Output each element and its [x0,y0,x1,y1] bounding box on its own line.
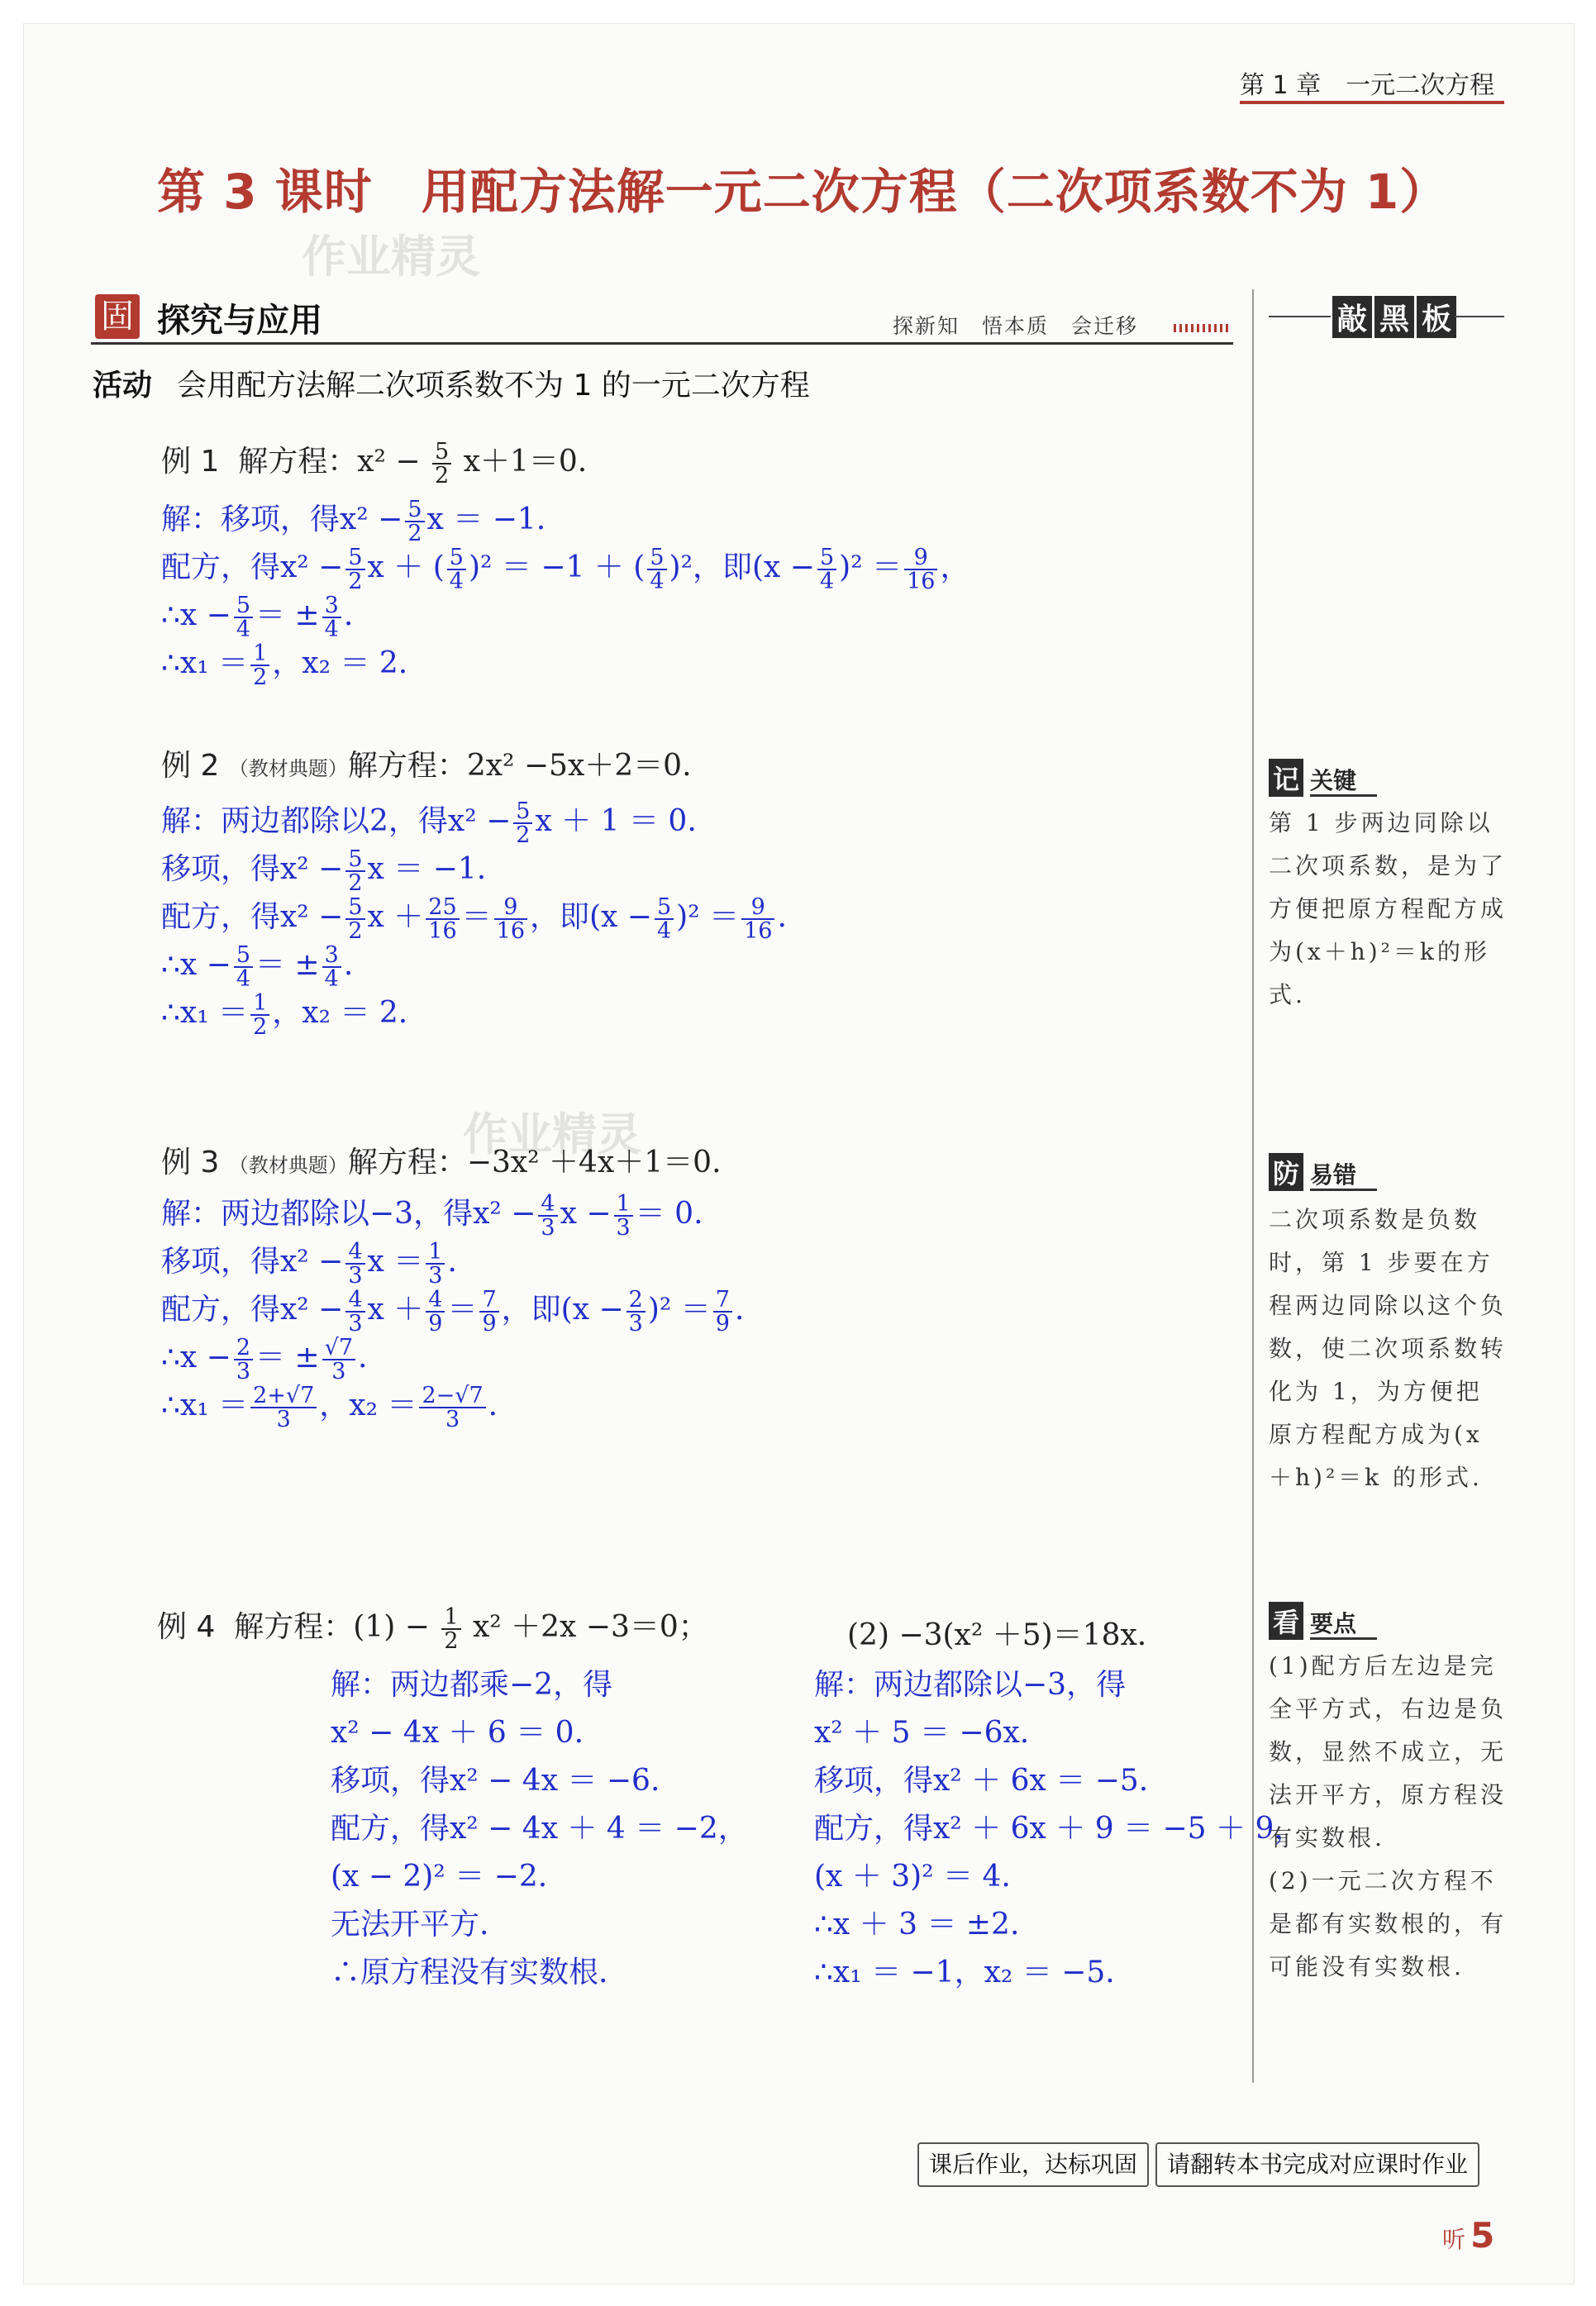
solution-line: 解：两边都除以−3，得x² − $\frac{4}{3}$ x − $\frac{1}{3}$ ＝ 0. [161,1191,703,1241]
solution-line: ∴x − $\frac{5}{4}$ ＝ ± $\frac{3}{4}$ . [161,593,354,642]
note-key-title: 关键 [1310,767,1377,797]
board-line-left [1269,316,1331,317]
solution-line: 配方，得x² − $\frac{5}{2}$ x ＋ ( $\frac{5}{4}$ )² ＝ −1 ＋ ( $\frac{5}{4}$ )²，即(x − $\frac{5}{4}$ )² ＝ $\frac{9}{16}$ ， [161,545,970,594]
note-point-body [1269,1645,1508,1989]
note-key-header [1269,759,1377,797]
activity-text: 会用配方法解二次项系数不为 1 的一元二次方程 [177,369,810,403]
solution-line: x² ＋ 5 ＝ −6x. [814,1716,1030,1750]
activity-label: 活动 [93,369,153,403]
example-4-part-2-solution [814,1661,1303,1997]
solution-line: ∴原方程没有实数根. [331,1956,608,1989]
example-3-question [161,1139,722,1181]
board-line-right [1455,316,1504,317]
page-number [1442,2215,1494,2256]
solution-line: ∴x − $\frac{2}{3}$ ＝ ± $\frac{√7}{3}$ . [161,1335,368,1384]
footer-flip-book-box: 请翻转本书完成对应课时作业 [1155,2142,1479,2187]
board-title [1332,296,1459,338]
solution-line: 解：两边都乘−2，得 [331,1668,613,1702]
solution-line: 无法开平方. [331,1908,489,1942]
solution-line: ∴x ＋ 3 ＝ ±2. [814,1908,1020,1942]
example-4-question-post: x² ＋2x −3＝0； [472,1610,708,1644]
solution-line: ∴x − $\frac{5}{4}$ ＝ ± $\frac{3}{4}$ . [161,942,354,992]
example-1-question-pre: 解方程：x² − [238,445,421,479]
board-char-3: 板 [1417,296,1456,338]
watermark: 作业精灵 [463,1108,641,1160]
page-number-label: 听 [1442,2226,1466,2253]
solution-line: (x ＋ 3)² ＝ 4. [814,1860,1011,1894]
note-key-body: 第 1 步两边同除以二次项系数，是为了方便把原方程配方成为(x＋h)²＝k的形式. [1269,809,1508,1008]
footer-homework-box: 课后作业，达标巩固 [917,2142,1149,2187]
section-rule [91,342,1233,345]
note-mistake-badge: 防 [1269,1153,1303,1191]
solution-line: (x − 2)² ＝ −2. [331,1860,548,1894]
example-3-label: 例 3 [161,1146,220,1179]
solution-line: ∴x₁ ＝ $\frac{1}{2}$ ，x₂ ＝ 2. [161,990,408,1040]
solution-line: ∴x₁ ＝ −1，x₂ ＝ −5. [814,1956,1115,1989]
lesson-title: 第 3 课时 用配方法解一元二次方程（二次项系数不为 1） [157,164,1449,220]
note-point-title: 要点 [1310,1610,1377,1640]
solution-line: x² − 4x ＋ 6 ＝ 0. [331,1716,584,1750]
chapter-underline [1240,101,1504,104]
note-point-header [1269,1602,1377,1640]
note-point-body-2: (2)一元二次方程不是都有实数根的，有可能没有实数根. [1269,1867,1508,1980]
activity [93,362,810,404]
example-1-label: 例 1 [161,445,220,479]
page-number-value: 5 [1470,2215,1495,2256]
example-4-label: 例 4 [157,1610,216,1644]
note-mistake-body: 二次项系数是负数时，第 1 步要在方程两边同除以这个负数，使二次项系数转化为 1，为方便把原方程配方成为(x＋h)²＝k 的形式. [1269,1206,1508,1491]
solution-line: 配方，得x² − $\frac{5}{2}$ x ＋ $\frac{25}{16}$ ＝ $\frac{9}{16}$ ，即(x − $\frac{5}{4}$ )² ＝ $\frac{9}{16}$ . [161,894,787,944]
example-1-solution [161,496,970,688]
example-1-question-post: x＋1＝0. [463,445,588,479]
solution-line: 配方，得x² ＋ 6x ＋ 9 ＝ −5 ＋ 9， [814,1812,1304,1846]
example-3-question-text: 解方程：−3x² ＋4x＋1＝0. [347,1146,722,1179]
chapter-label: 第 1 章 一元二次方程 [1240,71,1495,100]
note-key-badge: 记 [1269,759,1303,797]
fraction: $\frac{1}{2}$ [441,1606,460,1652]
solution-line: ∴x₁ ＝ $\frac{2+√7}{3}$ ，x₂ ＝ $\frac{2-√7}{3}$ . [161,1383,498,1432]
solution-line: 解：两边都除以−3，得 [814,1668,1127,1702]
section-title: 探究与应用 [157,302,322,340]
section-icon: 固 [95,294,140,339]
example-2-question-text: 解方程：2x² −5x＋2＝0. [347,749,692,783]
solution-line: 配方，得x² − 4x ＋ 4 ＝ −2， [331,1812,748,1846]
example-2-question [161,742,692,784]
solution-line: 移项，得x² ＋ 6x ＝ −5. [814,1764,1149,1798]
board-char-1: 敲 [1332,296,1372,338]
solution-line: ∴x₁ ＝ $\frac{1}{2}$ ，x₂ ＝ 2. [161,641,408,690]
solution-line: 移项，得x² − $\frac{5}{2}$ x ＝ −1. [161,846,487,896]
fraction: $\frac{5}{2}$ [432,441,451,487]
example-2-label: 例 2 [161,749,220,783]
example-3-tag: （教材典题） [228,1154,348,1177]
example-2-solution [161,798,787,1040]
example-1-question [161,438,587,487]
note-point-badge: 看 [1269,1602,1303,1640]
note-mistake-title: 易错 [1310,1161,1377,1191]
solution-line: 解：两边都除以2，得x² − $\frac{5}{2}$ x ＋ 1 ＝ 0. [161,798,697,848]
section-dots [1174,324,1232,332]
example-4-question-1 [157,1603,708,1652]
note-point-body-1: (1)配方后左边是完全平方式，右边是负数，显然不成立，无法开平方，原方程没有实数根. [1269,1652,1508,1851]
example-4-question-pre: 解方程：(1) − [234,1610,430,1644]
example-4-part-1-solution [331,1661,748,1997]
note-mistake-header [1269,1153,1377,1191]
solution-line: 配方，得x² − $\frac{4}{3}$ x ＋ $\frac{4}{9}$ ＝ $\frac{7}{9}$ ，即(x − $\frac{2}{3}$ )² ＝ $\frac{7}{9}$ . [161,1287,745,1336]
solution-line: 解：移项，得x² − $\frac{5}{2}$ x ＝ −1. [161,497,546,546]
example-2-tag: （教材典题） [228,757,348,780]
section-tags: 探新知 悟本质 会迁移 [893,314,1139,338]
example-3-solution [161,1190,744,1430]
example-4-question-2: (2) −3(x² ＋5)＝18x. [847,1618,1147,1652]
solution-line: 移项，得x² − $\frac{4}{3}$ x ＝ $\frac{1}{3}$ . [161,1239,457,1289]
watermark: 作业精灵 [302,231,480,283]
board-char-2: 黑 [1374,296,1414,338]
solution-line: 移项，得x² − 4x ＝ −6. [331,1764,660,1798]
